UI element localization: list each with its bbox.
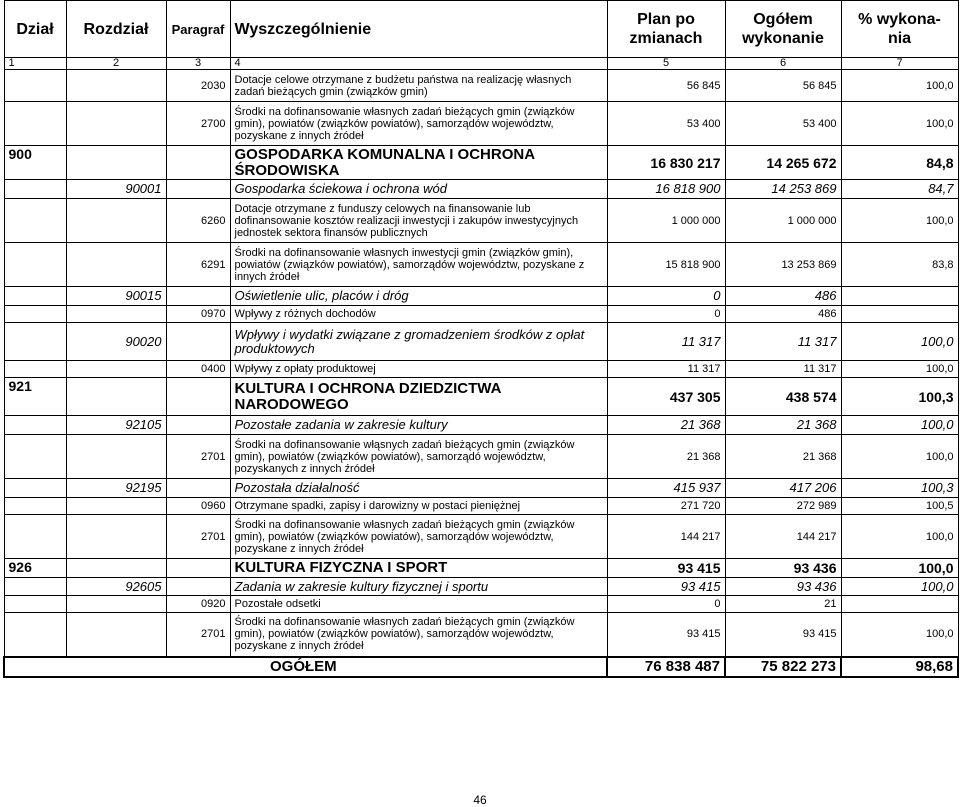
dzial-cell: [4, 287, 66, 306]
total-row: [4, 657, 958, 677]
plan-value: 415 937: [607, 479, 725, 498]
dzial-cell: [4, 323, 66, 361]
wykonanie-value: 272 989: [725, 498, 841, 515]
paragraf-row: [4, 102, 958, 146]
item-name: Pozostała działalność: [230, 479, 607, 498]
item-name: Środki na dofinansowanie własnych zadań bieżących gmin (związków gmin), powiatów (związków powiatów), samorządów województw, pozyskane z innych źródeł: [230, 102, 607, 146]
paragraf-row: [4, 498, 958, 515]
header-plan: Plan po zmianach: [607, 1, 725, 58]
dzial-cell: [4, 596, 66, 613]
wykonanie-value: 486: [725, 306, 841, 323]
wykonanie-value: 93 415: [725, 613, 841, 657]
rozdzial-cell: 90001: [66, 180, 166, 199]
header-row: [4, 1, 958, 58]
wykonanie-value: 11 317: [725, 323, 841, 361]
rozdzial-cell: [66, 515, 166, 559]
paragraf-cell: 0960: [166, 498, 230, 515]
item-name: Dotacje celowe otrzymane z budżetu państwa na realizację własnych zadań bieżących gmin (związków gmin): [230, 70, 607, 102]
dzial-cell: 926: [4, 559, 66, 578]
percent-value: [841, 287, 958, 306]
percent-value: [841, 596, 958, 613]
item-name: KULTURA I OCHRONA DZIEDZICTWA NARODOWEGO: [230, 378, 607, 416]
paragraf-cell: [166, 479, 230, 498]
paragraf-row: [4, 515, 958, 559]
wykonanie-value: 21 368: [725, 435, 841, 479]
paragraf-cell: 2700: [166, 102, 230, 146]
header-dzial: Dział: [4, 1, 66, 58]
percent-value: 100,0: [841, 416, 958, 435]
rozdzial-cell: [66, 361, 166, 378]
dzial-cell: [4, 498, 66, 515]
plan-value: 0: [607, 287, 725, 306]
wykonanie-value: 1 000 000: [725, 199, 841, 243]
header-ogolem: Ogółem wykonanie: [725, 1, 841, 58]
wykonanie-value: 486: [725, 287, 841, 306]
rozdzial-cell: 90015: [66, 287, 166, 306]
plan-value: 0: [607, 596, 725, 613]
dzial-row: [4, 559, 958, 578]
rozdzial-cell: [66, 596, 166, 613]
wykonanie-value: 21: [725, 596, 841, 613]
rozdzial-row: [4, 479, 958, 498]
dzial-row: [4, 378, 958, 416]
rozdzial-cell: 92105: [66, 416, 166, 435]
total-wykonanie: 75 822 273: [725, 657, 841, 677]
dzial-cell: 921: [4, 378, 66, 416]
item-name: Dotacje otrzymane z funduszy celowych na finansowanie lub dofinansowanie kosztów realizacji inwestycji i zakupów inwestycyjnych jednostek sektora finansów publicznych: [230, 199, 607, 243]
dzial-row: [4, 146, 958, 180]
wykonanie-value: 56 845: [725, 70, 841, 102]
paragraf-cell: [166, 416, 230, 435]
rozdzial-cell: [66, 102, 166, 146]
plan-value: 93 415: [607, 613, 725, 657]
rozdzial-cell: [66, 199, 166, 243]
item-name: Pozostałe zadania w zakresie kultury: [230, 416, 607, 435]
item-name: Otrzymane spadki, zapisy i darowizny w postaci pieniężnej: [230, 498, 607, 515]
rozdzial-cell: [66, 498, 166, 515]
percent-value: 83,8: [841, 243, 958, 287]
percent-value: 100,3: [841, 479, 958, 498]
rozdzial-cell: 92605: [66, 578, 166, 596]
wykonanie-value: 53 400: [725, 102, 841, 146]
item-name: Zadania w zakresie kultury fizycznej i sportu: [230, 578, 607, 596]
rozdzial-row: [4, 578, 958, 596]
plan-value: 0: [607, 306, 725, 323]
paragraf-cell: 2701: [166, 613, 230, 657]
plan-value: 16 830 217: [607, 146, 725, 180]
dzial-cell: [4, 578, 66, 596]
item-name: Wpływy i wydatki związane z gromadzeniem środków z opłat produktowych: [230, 323, 607, 361]
page-number: 46: [473, 793, 487, 807]
header-rozdzial: Rozdział: [66, 1, 166, 58]
total-percent: 98,68: [841, 657, 958, 677]
dzial-cell: [4, 515, 66, 559]
paragraf-cell: [166, 559, 230, 578]
rozdzial-cell: [66, 559, 166, 578]
wykonanie-value: 93 436: [725, 559, 841, 578]
wykonanie-value: 11 317: [725, 361, 841, 378]
item-name: Pozostałe odsetki: [230, 596, 607, 613]
rozdzial-cell: [66, 378, 166, 416]
plan-value: 144 217: [607, 515, 725, 559]
rozdzial-row: [4, 416, 958, 435]
column-number: 3: [166, 58, 230, 70]
rozdzial-cell: 90020: [66, 323, 166, 361]
dzial-cell: [4, 361, 66, 378]
plan-value: 21 368: [607, 435, 725, 479]
plan-value: 93 415: [607, 578, 725, 596]
header-paragraf: Paragraf: [166, 1, 230, 58]
paragraf-row: [4, 70, 958, 102]
rozdzial-cell: [66, 435, 166, 479]
percent-value: 100,0: [841, 70, 958, 102]
rozdzial-cell: [66, 306, 166, 323]
paragraf-cell: [166, 578, 230, 596]
percent-value: 100,0: [841, 102, 958, 146]
rozdzial-row: [4, 180, 958, 199]
dzial-cell: [4, 102, 66, 146]
item-name: Wpływy z opłaty produktowej: [230, 361, 607, 378]
paragraf-cell: 0970: [166, 306, 230, 323]
paragraf-cell: [166, 378, 230, 416]
total-plan: 76 838 487: [607, 657, 725, 677]
wykonanie-value: 417 206: [725, 479, 841, 498]
percent-value: 100,0: [841, 559, 958, 578]
item-name: Oświetlenie ulic, placów i dróg: [230, 287, 607, 306]
wykonanie-value: 14 253 869: [725, 180, 841, 199]
column-number: 5: [607, 58, 725, 70]
rozdzial-row: [4, 323, 958, 361]
dzial-cell: [4, 243, 66, 287]
item-name: Środki na dofinansowanie własnych zadań bieżących gmin (związków gmin), powiatów (związków powiatów), samorządów województw, pozyskane z innych źródeł: [230, 515, 607, 559]
wykonanie-value: 21 368: [725, 416, 841, 435]
item-name: Środki na dofinansowanie własnych inwestycji gmin (związków gmin), powiatów (związków powiatów), samorządów województw, pozyskane z innych źródeł: [230, 243, 607, 287]
rozdzial-cell: 92195: [66, 479, 166, 498]
item-name: Środki na dofinansowanie własnych zadań bieżących gmin (związków gmin), powiatów (związków powiatów), samorządów województw, pozyskane z innych źródeł: [230, 613, 607, 657]
paragraf-row: [4, 596, 958, 613]
percent-value: 84,7: [841, 180, 958, 199]
plan-value: 437 305: [607, 378, 725, 416]
budget-table: [3, 0, 959, 678]
dzial-cell: 900: [4, 146, 66, 180]
column-number-row: [4, 58, 958, 70]
item-name: KULTURA FIZYCZNA I SPORT: [230, 559, 607, 578]
dzial-cell: [4, 180, 66, 199]
paragraf-cell: [166, 180, 230, 199]
total-label: OGÓŁEM: [4, 657, 607, 677]
percent-value: 100,5: [841, 498, 958, 515]
percent-value: 100,3: [841, 378, 958, 416]
item-name: Wpływy z różnych dochodów: [230, 306, 607, 323]
rozdzial-row: [4, 287, 958, 306]
dzial-cell: [4, 416, 66, 435]
percent-value: 100,0: [841, 323, 958, 361]
column-number: 6: [725, 58, 841, 70]
plan-value: 15 818 900: [607, 243, 725, 287]
percent-value: 84,8: [841, 146, 958, 180]
paragraf-row: [4, 361, 958, 378]
column-number: 1: [4, 58, 66, 70]
paragraf-cell: 2701: [166, 515, 230, 559]
plan-value: 271 720: [607, 498, 725, 515]
percent-value: 100,0: [841, 578, 958, 596]
dzial-cell: [4, 306, 66, 323]
header-procent: % wykona- nia: [841, 1, 958, 58]
column-number: 7: [841, 58, 958, 70]
dzial-cell: [4, 435, 66, 479]
rozdzial-cell: [66, 70, 166, 102]
plan-value: 11 317: [607, 323, 725, 361]
paragraf-cell: 0400: [166, 361, 230, 378]
column-number: 4: [230, 58, 607, 70]
percent-value: 100,0: [841, 199, 958, 243]
item-name: Środki na dofinansowanie włąsnych zadań bieżących gmin (związków gmin), powiatów (związków powiatów), samorządó województw, pozyskanych z innych źródeł: [230, 435, 607, 479]
rozdzial-cell: [66, 613, 166, 657]
dzial-cell: [4, 479, 66, 498]
rozdzial-cell: [66, 146, 166, 180]
plan-value: 21 368: [607, 416, 725, 435]
header-wyszczegolnienie: Wyszczególnienie: [230, 1, 607, 58]
paragraf-row: [4, 435, 958, 479]
paragraf-cell: 2701: [166, 435, 230, 479]
paragraf-cell: [166, 146, 230, 180]
paragraf-row: [4, 306, 958, 323]
paragraf-cell: 6291: [166, 243, 230, 287]
percent-value: 100,0: [841, 361, 958, 378]
paragraf-cell: [166, 323, 230, 361]
wykonanie-value: 93 436: [725, 578, 841, 596]
paragraf-cell: 2030: [166, 70, 230, 102]
wykonanie-value: 144 217: [725, 515, 841, 559]
wykonanie-value: 14 265 672: [725, 146, 841, 180]
plan-value: 1 000 000: [607, 199, 725, 243]
percent-value: 100,0: [841, 515, 958, 559]
paragraf-row: [4, 199, 958, 243]
dzial-cell: [4, 613, 66, 657]
percent-value: [841, 306, 958, 323]
percent-value: 100,0: [841, 613, 958, 657]
plan-value: 53 400: [607, 102, 725, 146]
item-name: Gospodarka ściekowa i ochrona wód: [230, 180, 607, 199]
plan-value: 93 415: [607, 559, 725, 578]
paragraf-cell: 6260: [166, 199, 230, 243]
paragraf-row: [4, 243, 958, 287]
column-number: 2: [66, 58, 166, 70]
plan-value: 56 845: [607, 70, 725, 102]
rozdzial-cell: [66, 243, 166, 287]
paragraf-cell: 0920: [166, 596, 230, 613]
paragraf-cell: [166, 287, 230, 306]
plan-value: 16 818 900: [607, 180, 725, 199]
percent-value: 100,0: [841, 435, 958, 479]
plan-value: 11 317: [607, 361, 725, 378]
dzial-cell: [4, 199, 66, 243]
item-name: GOSPODARKA KOMUNALNA I OCHRONA ŚRODOWISKA: [230, 146, 607, 180]
wykonanie-value: 13 253 869: [725, 243, 841, 287]
wykonanie-value: 438 574: [725, 378, 841, 416]
paragraf-row: [4, 613, 958, 657]
dzial-cell: [4, 70, 66, 102]
